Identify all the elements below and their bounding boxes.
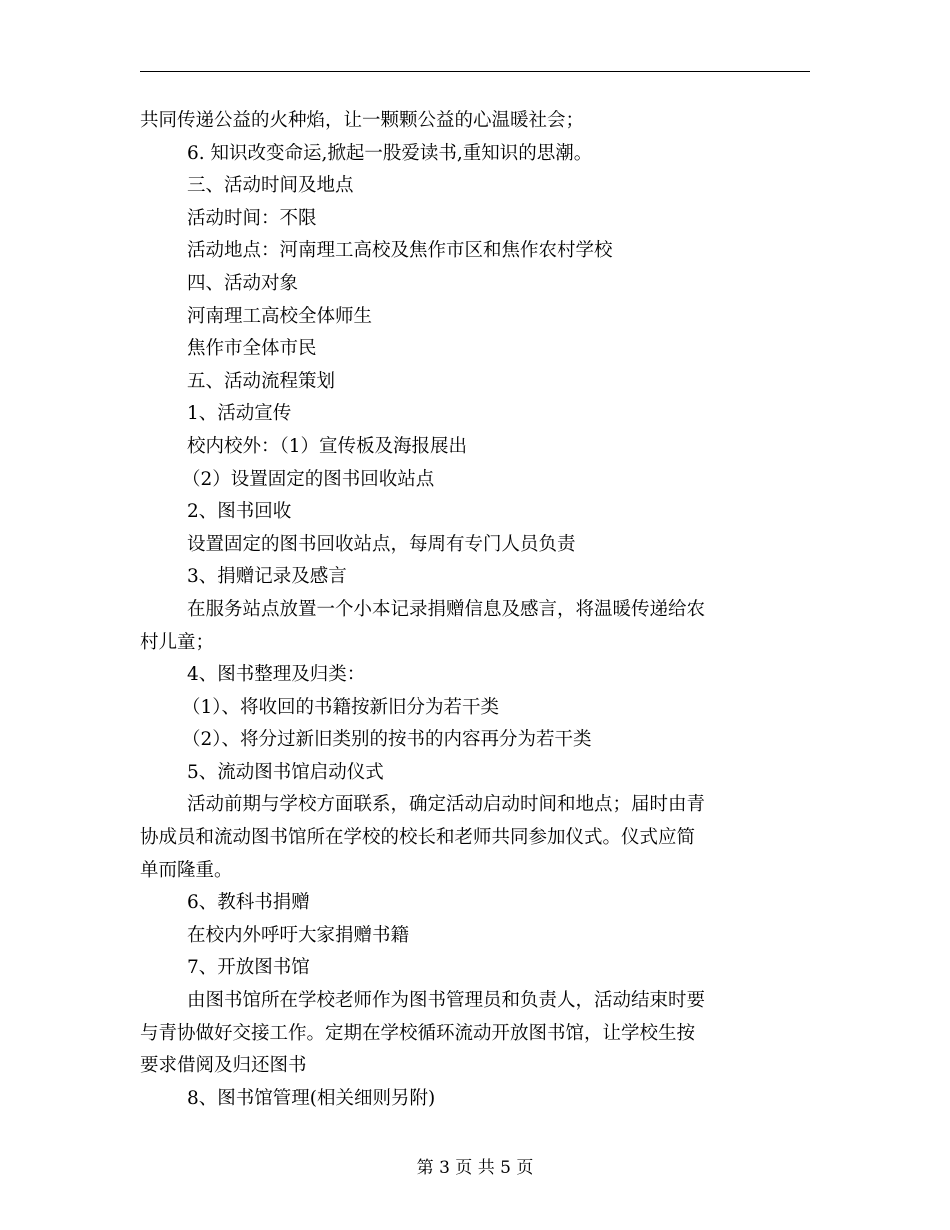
subsection-heading: 2、图书回收 xyxy=(187,501,292,523)
text-line: 由图书馆所在学校老师作为图书管理员和负责人，活动结束时要 xyxy=(187,990,706,1012)
text-line: 在服务站点放置一个小本记录捐赠信息及感言，将温暖传递给农 xyxy=(187,598,706,620)
page-number: 第 3 页 共 5 页 xyxy=(416,1158,534,1178)
subsection-heading: 7、开放图书馆 xyxy=(187,957,310,979)
text-line: （2）、将分过新旧类别的按书的内容再分为若干类 xyxy=(182,729,592,751)
text-line: （2）设置固定的图书回收站点 xyxy=(182,468,435,490)
text-line: 设置固定的图书回收站点，每周有专门人员负责 xyxy=(187,533,576,555)
text-line: 活动地点：河南理工高校及焦作市区和焦作农村学校 xyxy=(187,240,613,262)
subsection-heading: 1、活动宣传 xyxy=(187,403,292,425)
subsection-heading: 3、捐赠记录及感言 xyxy=(187,566,347,588)
text-line: 共同传递公益的火种焰，让一颗颗公益的心温暖社会； xyxy=(140,110,585,131)
text-line: 活动时间：不限 xyxy=(187,207,317,229)
document-body xyxy=(140,105,810,1115)
section-heading: 五、活动流程策划 xyxy=(187,370,336,392)
subsection-heading: 6、教科书捐赠 xyxy=(187,892,310,914)
subsection-heading: 4、图书整理及归类： xyxy=(187,664,366,686)
text-line: 要求借阅及归还图书 xyxy=(140,1055,307,1077)
text-line: 焦作市全体市民 xyxy=(187,338,317,360)
text-line: （1）、将收回的书籍按新旧分为若干类 xyxy=(182,696,500,718)
text-line: 在校内外呼吁大家捐赠书籍 xyxy=(187,924,410,946)
text-line: 河南理工高校全体师生 xyxy=(187,305,373,327)
section-heading: 四、活动对象 xyxy=(187,272,299,294)
header-rule xyxy=(140,71,810,72)
text-line: 单而隆重。 xyxy=(140,859,233,881)
subsection-heading: 8、图书馆管理(相关细则另附) xyxy=(187,1087,436,1109)
text-line: 6. 知识改变命运,掀起一股爱读书,重知识的思潮。 xyxy=(187,142,593,164)
subsection-heading: 5、流动图书馆启动仪式 xyxy=(187,761,384,783)
text-line: 校内校外：（1）宣传板及海报展出 xyxy=(187,435,468,457)
section-heading: 三、活动时间及地点 xyxy=(187,175,354,197)
text-line: 协成员和流动图书馆所在学校的校长和老师共同参加仪式。仪式应简 xyxy=(140,827,696,849)
text-line: 活动前期与学校方面联系，确定活动启动时间和地点；届时由青 xyxy=(187,794,706,816)
text-line: 与青协做好交接工作。定期在学校循环流动开放图书馆，让学校生按 xyxy=(140,1022,696,1044)
text-line: 村儿童； xyxy=(140,631,215,653)
